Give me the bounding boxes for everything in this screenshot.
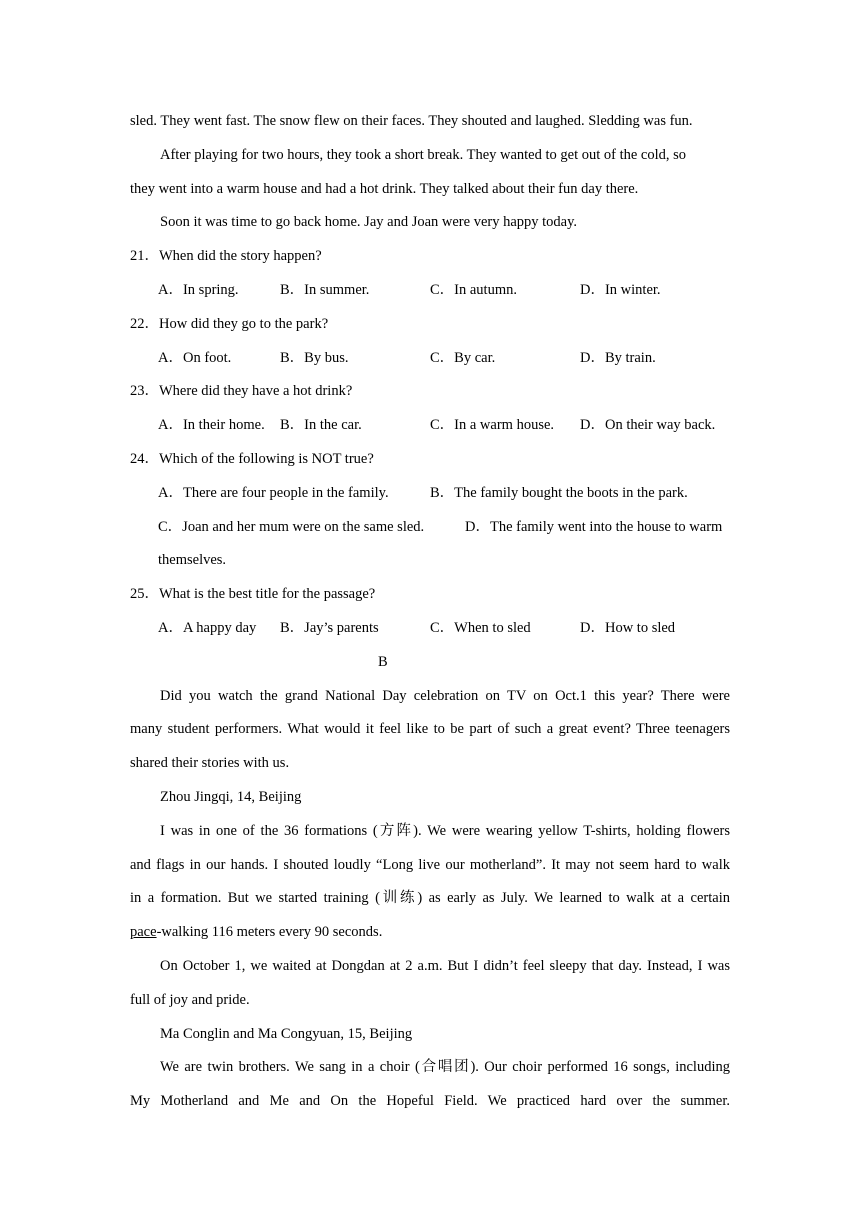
question-number: 22．: [130, 315, 159, 332]
question-24-options-row3: [130, 544, 730, 578]
option-a[interactable]: A．In spring.: [158, 281, 239, 298]
passage-line: sled. They went fast. The snow flew on their faces. They shouted and laughed. Sledding was fun.: [130, 113, 693, 129]
option-d[interactable]: D．How to sled: [580, 619, 676, 636]
option-b[interactable]: B．By bus.: [280, 349, 349, 366]
option-d-continued: themselves.: [158, 552, 227, 569]
option-c[interactable]: C．In autumn.: [430, 281, 517, 298]
option-b[interactable]: B．In summer.: [280, 281, 370, 298]
question-25-options: [130, 612, 730, 646]
question-number: 24．: [130, 450, 159, 467]
passage-line: I was in one of the 36 formations (方阵). We were wearing yellow T-shirts, holding flowers: [160, 822, 730, 839]
option-d[interactable]: D．In winter.: [580, 281, 661, 298]
passage-line: Did you watch the grand National Day celebration on TV on Oct.1 this year? There were: [160, 687, 730, 704]
option-c[interactable]: C．When to sled: [430, 619, 531, 636]
option-c[interactable]: C．In a warm house.: [430, 417, 555, 434]
passage-line: Soon it was time to go back home. Jay and Joan were very happy today.: [160, 214, 578, 231]
option-d[interactable]: D．On their way back.: [580, 417, 716, 434]
question-23-options: [130, 409, 730, 443]
option-c[interactable]: C．By car.: [430, 349, 496, 366]
underlined-word: pace: [130, 924, 157, 941]
passage-line: [130, 916, 730, 950]
option-c[interactable]: C．Joan and her mum were on the same sled.: [158, 518, 425, 535]
question-text: Which of the following is NOT true?: [159, 450, 374, 467]
passage-line: many student performers. What would it feel like to be part of such a great event? Three teenagers: [130, 721, 730, 738]
question-24-options-row2: [130, 511, 730, 545]
passage-line: My Motherland and Me and On the Hopeful Field. We practiced hard over the summer.: [130, 1093, 730, 1110]
question-25: [130, 578, 730, 612]
passage-line: shared their stories with us.: [130, 755, 290, 772]
question-text: When did the story happen?: [159, 248, 322, 265]
option-b[interactable]: B．Jay’s parents: [280, 619, 379, 636]
section-heading-row: [130, 646, 730, 680]
passage-line: and flags in our hands. I shouted loudly “Long live our motherland”. It may not seem hard to walk: [130, 856, 730, 873]
question-text: Where did they have a hot drink?: [159, 383, 353, 400]
question-21-options: [130, 274, 730, 308]
option-a[interactable]: A．In their home.: [158, 417, 265, 434]
question-text: What is the best title for the passage?: [159, 586, 376, 603]
document-page: [130, 105, 730, 1119]
speaker-name: Zhou Jingqi, 14, Beijing: [160, 788, 302, 805]
passage-line: On October 1, we waited at Dongdan at 2 a.m. But I didn’t feel sleepy that day. Instead, I was: [160, 957, 730, 974]
passage-line: they went into a warm house and had a hot drink. They talked about their fun day there.: [130, 180, 639, 197]
question-24-options-row1: [130, 477, 730, 511]
option-a[interactable]: A．On foot.: [158, 349, 232, 366]
passage-line: We are twin brothers. We sang in a choir (合唱团). Our choir performed 16 songs, including: [160, 1059, 730, 1076]
question-22: [130, 308, 730, 342]
question-23: [130, 375, 730, 409]
question-22-options: [130, 342, 730, 376]
question-text: How did they go to the park?: [159, 315, 329, 332]
section-heading: B: [378, 653, 388, 670]
question-21: [130, 240, 730, 274]
passage-text: -walking 116 meters every 90 seconds.: [156, 924, 383, 941]
passage-line: After playing for two hours, they took a short break. They wanted to get out of the cold, so: [160, 146, 687, 163]
question-number: 23．: [130, 383, 159, 400]
option-b[interactable]: B．In the car.: [280, 417, 362, 434]
option-d[interactable]: D．By train.: [580, 349, 656, 366]
passage-line: full of joy and pride.: [130, 991, 250, 1008]
option-d[interactable]: D．The family went into the house to warm: [465, 518, 723, 535]
passage-line: in a formation. But we started training (训练) as early as July. We learned to walk at a certain: [130, 890, 730, 907]
option-b[interactable]: B．The family bought the boots in the park.: [430, 484, 688, 501]
question-number: 25．: [130, 586, 159, 603]
question-number: 21．: [130, 248, 159, 265]
option-a[interactable]: A．A happy day: [158, 619, 257, 636]
speaker-name: Ma Conglin and Ma Congyuan, 15, Beijing: [160, 1025, 413, 1042]
option-a[interactable]: A．There are four people in the family.: [158, 484, 389, 501]
question-24: [130, 443, 730, 477]
